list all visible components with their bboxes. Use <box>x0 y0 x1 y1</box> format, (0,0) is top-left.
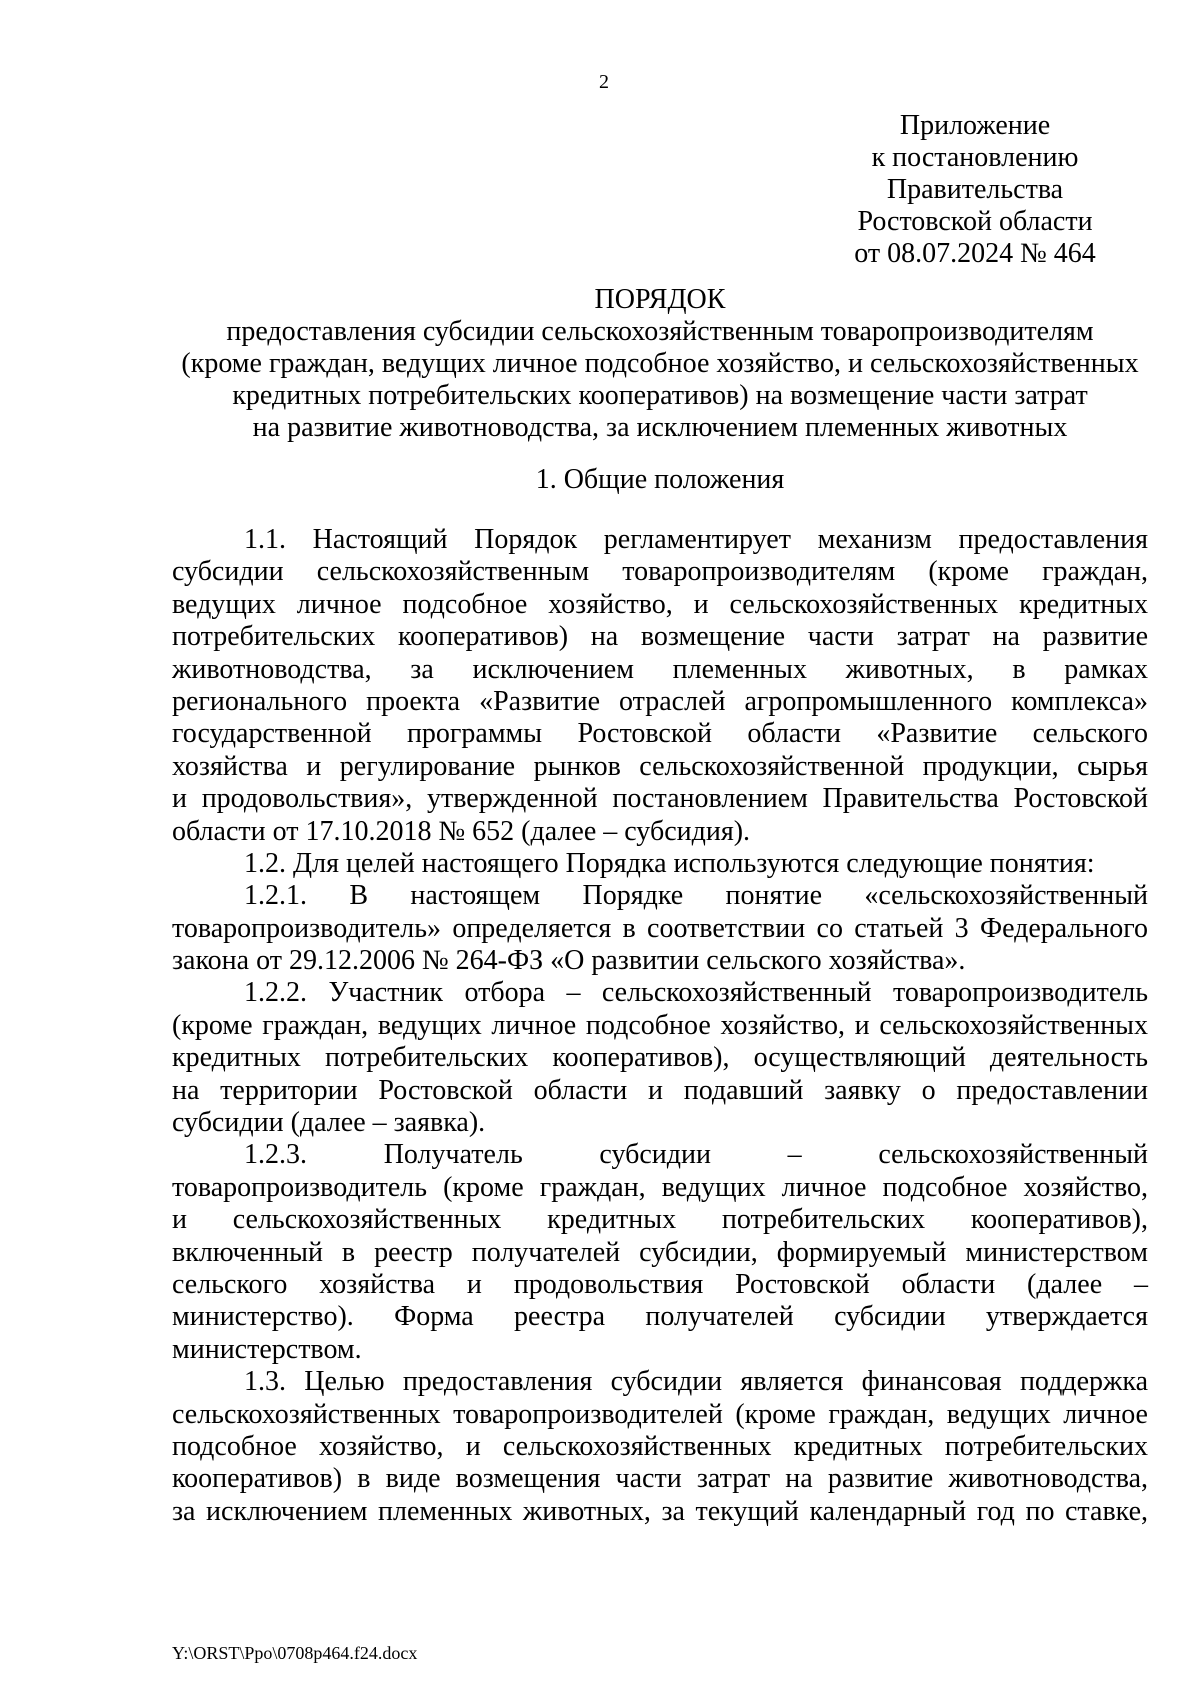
appendix-line: Ростовской области <box>857 206 1093 237</box>
section-heading: 1. Общие положения <box>535 464 785 495</box>
appendix-line: к постановлению <box>871 142 1079 173</box>
body-line: субсидии сельскохозяйственным товаропроизводителям (кроме граждан, <box>172 556 1148 588</box>
file-path-footer: Y:\ORST\Ppo\0708p464.f24.docx <box>172 1643 418 1663</box>
appendix-line: Правительства <box>886 174 1064 205</box>
body-line: 1.2.1. В настоящем Порядке понятие «сельскохозяйственный <box>244 880 1148 912</box>
body-line: товаропроизводитель (кроме граждан, ведущих личное подсобное хозяйство, <box>172 1171 1148 1203</box>
page-number: 2 <box>599 71 609 93</box>
body-line: подсобное хозяйство, и сельскохозяйственных кредитных потребительских <box>172 1430 1148 1462</box>
body-line: за исключением племенных животных, за текущий календарный год по ставке, <box>172 1495 1148 1527</box>
title-line: кредитных потребительских кооперативов) на возмещение части затрат <box>232 380 1088 411</box>
body-line: 1.1. Настоящий Порядок регламентирует механизм предоставления <box>244 524 1148 555</box>
body-line: 1.3. Целью предоставления субсидии является финансовая поддержка <box>244 1366 1148 1398</box>
document-title <box>170 284 1150 444</box>
body-line: кредитных потребительских кооперативов), осуществляющий деятельность <box>172 1042 1148 1074</box>
body-line: включенный в реестр получателей субсидии, формируемый министерством <box>172 1236 1148 1268</box>
body-line: животноводства, за исключением племенных животных, в рамках <box>172 653 1148 685</box>
body-line: потребительских кооперативов) на возмещение части затрат на развитие <box>172 621 1148 653</box>
body-line: 1.2.3. Получатель субсидии – сельскохозяйственный <box>244 1139 1148 1171</box>
body-line: области от 17.10.2018 № 652 (далее – субсидия). <box>172 815 751 847</box>
body-line: субсидии (далее – заявка). <box>172 1107 486 1139</box>
body-line: 1.2. Для целей настоящего Порядка используются следующие понятия: <box>244 847 1095 879</box>
appendix-block <box>820 110 1130 270</box>
body-line: сельского хозяйства и продовольствия Ростовской области (далее – <box>172 1268 1148 1300</box>
appendix-line: от 08.07.2024 № 464 <box>854 238 1096 269</box>
body-text <box>172 524 1148 1528</box>
body-line: (кроме граждан, ведущих личное подсобное хозяйство, и сельскохозяйственных <box>172 1009 1148 1041</box>
body-line: хозяйства и регулирование рынков сельскохозяйственной продукции, сырья <box>172 750 1148 782</box>
title-line: предоставления субсидии сельскохозяйственным товаропроизводителям <box>226 316 1094 347</box>
appendix-line: Приложение <box>899 110 1051 141</box>
body-line: закона от 29.12.2006 № 264-ФЗ «О развитии сельского хозяйства». <box>172 945 966 977</box>
body-line: товаропроизводитель» определяется в соответствии со статьей 3 Федерального <box>172 912 1148 944</box>
title-heading: ПОРЯДОК <box>594 284 726 315</box>
title-line: на развитие животноводства, за исключением племенных животных <box>252 412 1068 443</box>
body-line: министерство). Форма реестра получателей субсидии утверждается <box>172 1301 1148 1333</box>
body-line: министерством. <box>172 1333 362 1365</box>
body-line: государственной программы Ростовской области «Развитие сельского <box>172 718 1148 750</box>
body-line: и сельскохозяйственных кредитных потребительских кооперативов), <box>172 1204 1148 1236</box>
body-line: ведущих личное подсобное хозяйство, и сельскохозяйственных кредитных <box>172 588 1148 620</box>
body-line: сельскохозяйственных товаропроизводителей (кроме граждан, ведущих личное <box>172 1398 1148 1430</box>
body-line: и продовольствия», утвержденной постановлением Правительства Ростовской <box>172 783 1148 815</box>
body-line: на территории Ростовской области и подавший заявку о предоставлении <box>172 1074 1148 1106</box>
body-line: регионального проекта «Развитие отраслей агропромышленного комплекса» <box>172 685 1148 717</box>
title-line: (кроме граждан, ведущих личное подсобное хозяйство, и сельскохозяйственных <box>181 348 1139 379</box>
body-line: 1.2.2. Участник отбора – сельскохозяйственный товаропроизводитель <box>244 977 1148 1009</box>
body-line: кооперативов) в виде возмещения части затрат на развитие животноводства, <box>172 1463 1148 1495</box>
